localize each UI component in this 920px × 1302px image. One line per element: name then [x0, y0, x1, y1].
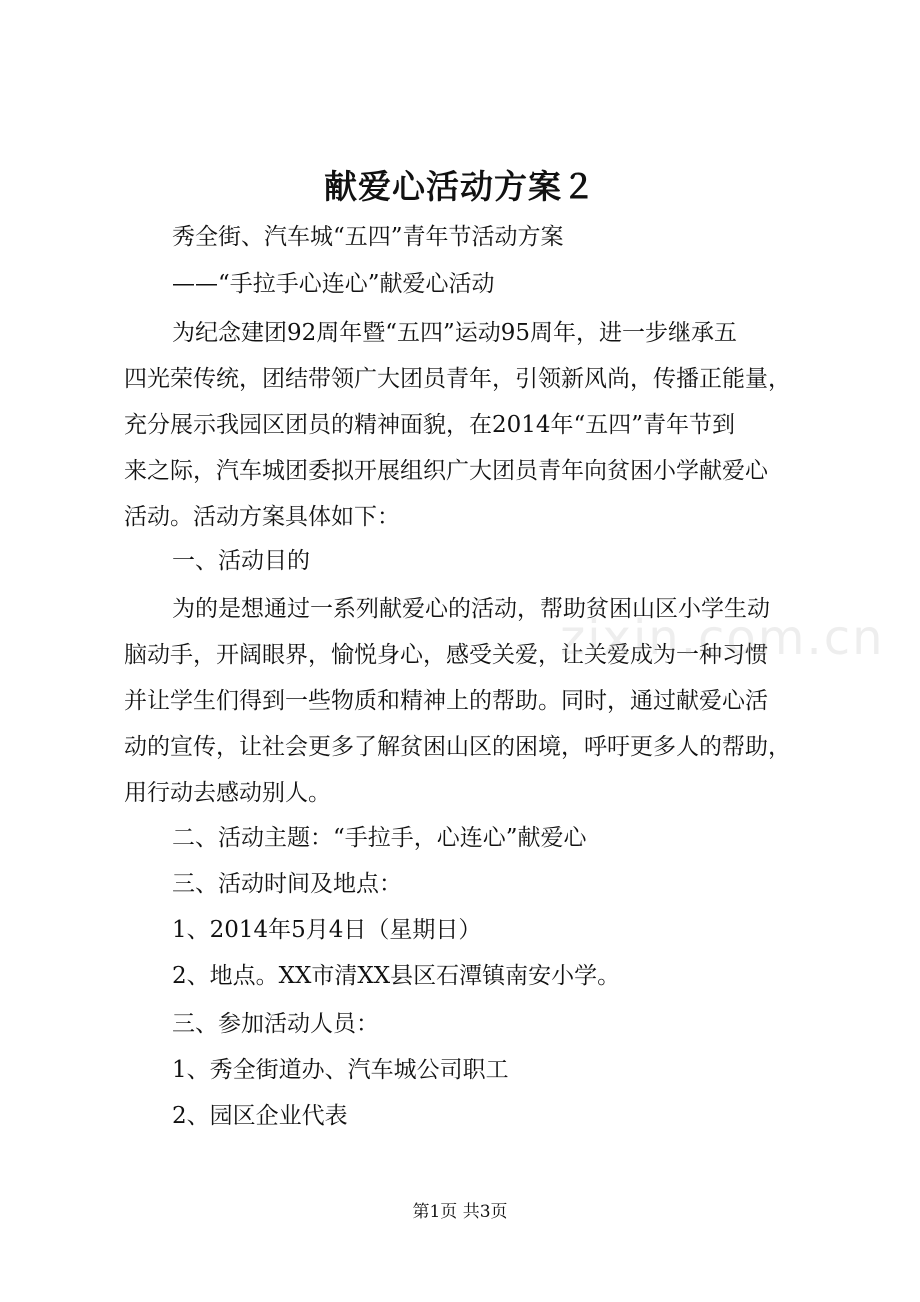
document-title: 献爱心活动方案２: [324, 167, 596, 206]
section4-item-staff: 1、秀全街道办、汽车城公司职工: [172, 1057, 509, 1083]
intro-line: 充分展示我园区团员的精神面貌，在2014年“五四”青年节到: [124, 412, 736, 438]
section3-item-location: 2、地点。XX市清XX县区石潭镇南安小学。: [172, 963, 621, 989]
section3-heading: 三、活动时间及地点：: [172, 871, 402, 897]
section4-item-enterprise: 2、园区企业代表: [172, 1103, 348, 1129]
section1-line: 为的是想通过一系列献爱心的活动，帮助贫困山区小学生动: [172, 596, 770, 622]
section1-line: 动的宣传，让社会更多了解贫困山区的困境，呼吁更多人的帮助，: [124, 734, 791, 760]
subheading: ——“手拉手心连心”献爱心活动: [172, 271, 495, 297]
subtitle: 秀全街、汽车城“五四”青年节活动方案: [172, 224, 564, 250]
section1-line: 脑动手，开阔眼界，愉悦身心，感受关爱，让关爱成为一种习惯: [124, 642, 768, 668]
intro-line: 来之际，汽车城团委拟开展组织广大团员青年向贫困小学献爱心: [124, 458, 768, 484]
intro-paragraph: [124, 310, 810, 540]
page-footer: 第1页 共3页: [412, 1202, 508, 1222]
section1-line: 并让学生们得到一些物质和精神上的帮助。同时，通过献爱心活: [124, 688, 768, 714]
intro-line: 四光荣传统，团结带领广大团员青年，引领新风尚，传播正能量，: [124, 366, 791, 392]
intro-line: 活动。活动方案具体如下：: [124, 504, 400, 530]
section1-heading: 一、活动目的: [172, 548, 310, 574]
section1-line: 用行动去感动别人。: [124, 780, 331, 806]
section2-heading: 二、活动主题：“手拉手，心连心”献爱心: [172, 825, 587, 851]
intro-line: 为纪念建团92周年暨“五四”运动95周年，进一步继承五: [172, 320, 738, 346]
watermark: zixin.com.cn: [560, 610, 885, 666]
section4-heading: 三、参加活动人员：: [172, 1011, 379, 1037]
section3-item-date: 1、2014年5月4日（星期日）: [172, 917, 482, 943]
